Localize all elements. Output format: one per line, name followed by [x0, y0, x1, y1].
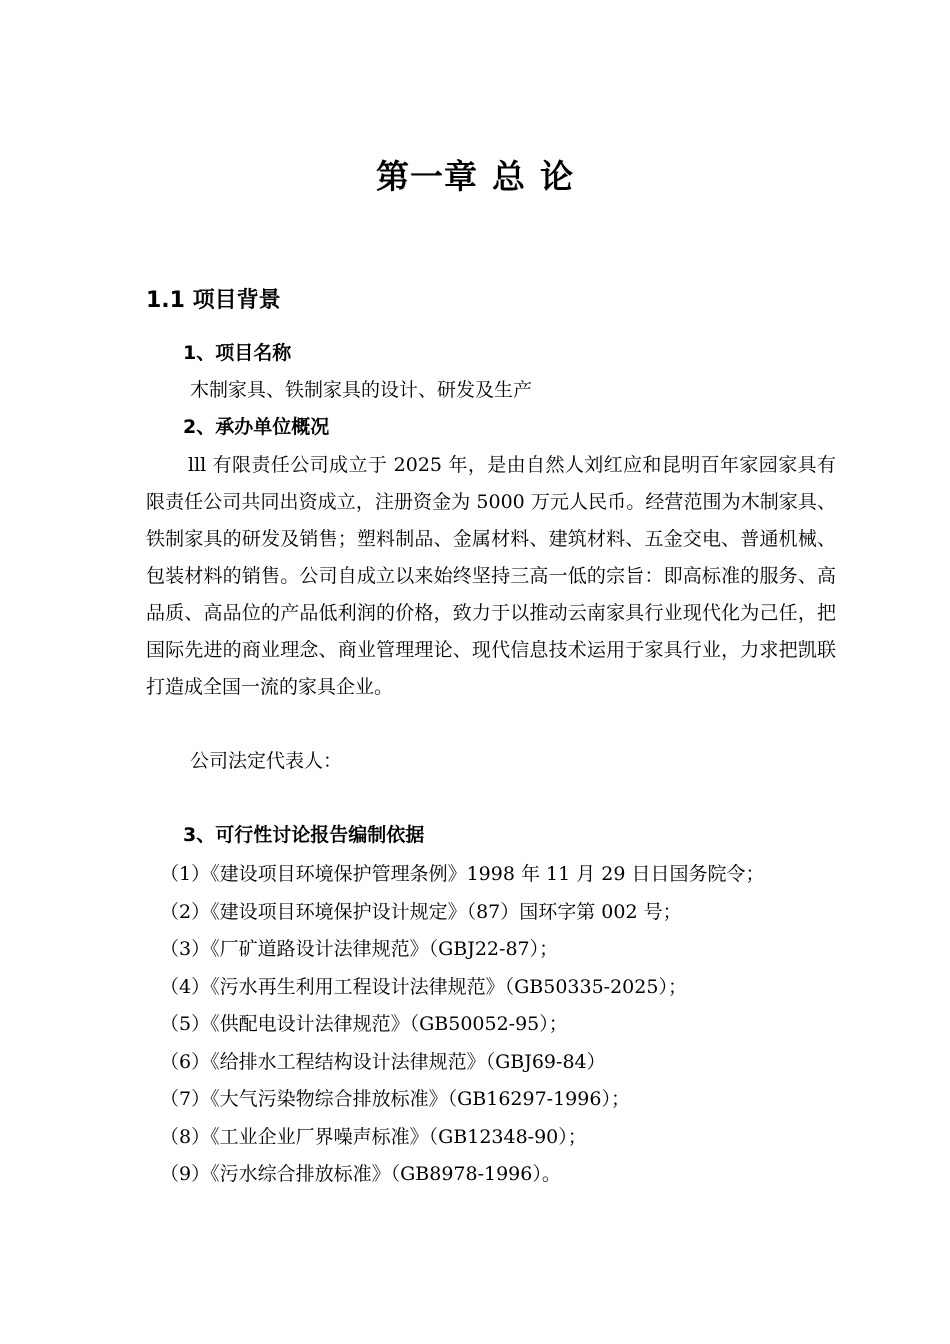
list-item: （6）《给排水工程结构设计法律规范》（GBJ69-84）	[160, 1050, 606, 1073]
list-item: （1）《建设项目环境保护管理条例》1998 年 11 月 29 日日国务院令；	[160, 863, 765, 885]
legal-representative-label: 公司法定代表人：	[190, 750, 343, 772]
chapter-title-part1: 第一章	[376, 157, 478, 196]
list-item: （4）《污水再生利用工程设计法律规范》（GB50335-2025）；	[160, 975, 687, 998]
project-name-text: 木制家具、铁制家具的设计、研发及生产	[190, 379, 533, 401]
list-item: （7）《大气污染物综合排放标准》（GB16297-1996）；	[160, 1088, 630, 1110]
item3-heading: 3、可行性讨论报告编制依据	[183, 824, 425, 846]
chapter-title	[0, 152, 950, 202]
chapter-title-part3: 论	[540, 157, 574, 196]
item1-heading: 1、项目名称	[183, 342, 292, 364]
company-overview-paragraph: lll 有限责任公司成立于 2025 年，是由自然人刘红应和昆明百年家园家具有限责任公司共同出资成立，注册资金为 5000 万元人民币。经营范围为木制家具、铁制家具的研发及销售；塑料制品、金属材料、建筑材料、五金交电、普通机械、包装材料的销售。公司自成立以来始终坚持三高一低的宗旨：即高标准的服务、高品质、高品位的产品低利润的价格，致力于以推动云南家具行业现代化为己任，把国际先进的商业理念、商业管理理论、现代信息技术运用于家具行业，力求把凯联打造成全国一流的家具企业。	[146, 454, 836, 698]
list-item: （9）《污水综合排放标准》（GB8978-1996）。	[160, 1163, 561, 1185]
list-item: （3）《厂矿道路设计法律规范》（GBJ22-87）；	[160, 938, 559, 960]
list-item: （2）《建设项目环境保护设计规定》（87）国环字第 002 号；	[160, 900, 682, 923]
reference-list	[160, 856, 850, 1194]
chapter-title-part2: 总	[492, 157, 526, 196]
list-item: （8）《工业企业厂界噪声标准》（GB12348-90）；	[160, 1125, 587, 1148]
section-title: 1.1 项目背景	[146, 288, 281, 313]
item2-heading: 2、承办单位概况	[183, 416, 330, 438]
list-item: （5）《供配电设计法律规范》（GB50052-95）；	[160, 1013, 568, 1035]
